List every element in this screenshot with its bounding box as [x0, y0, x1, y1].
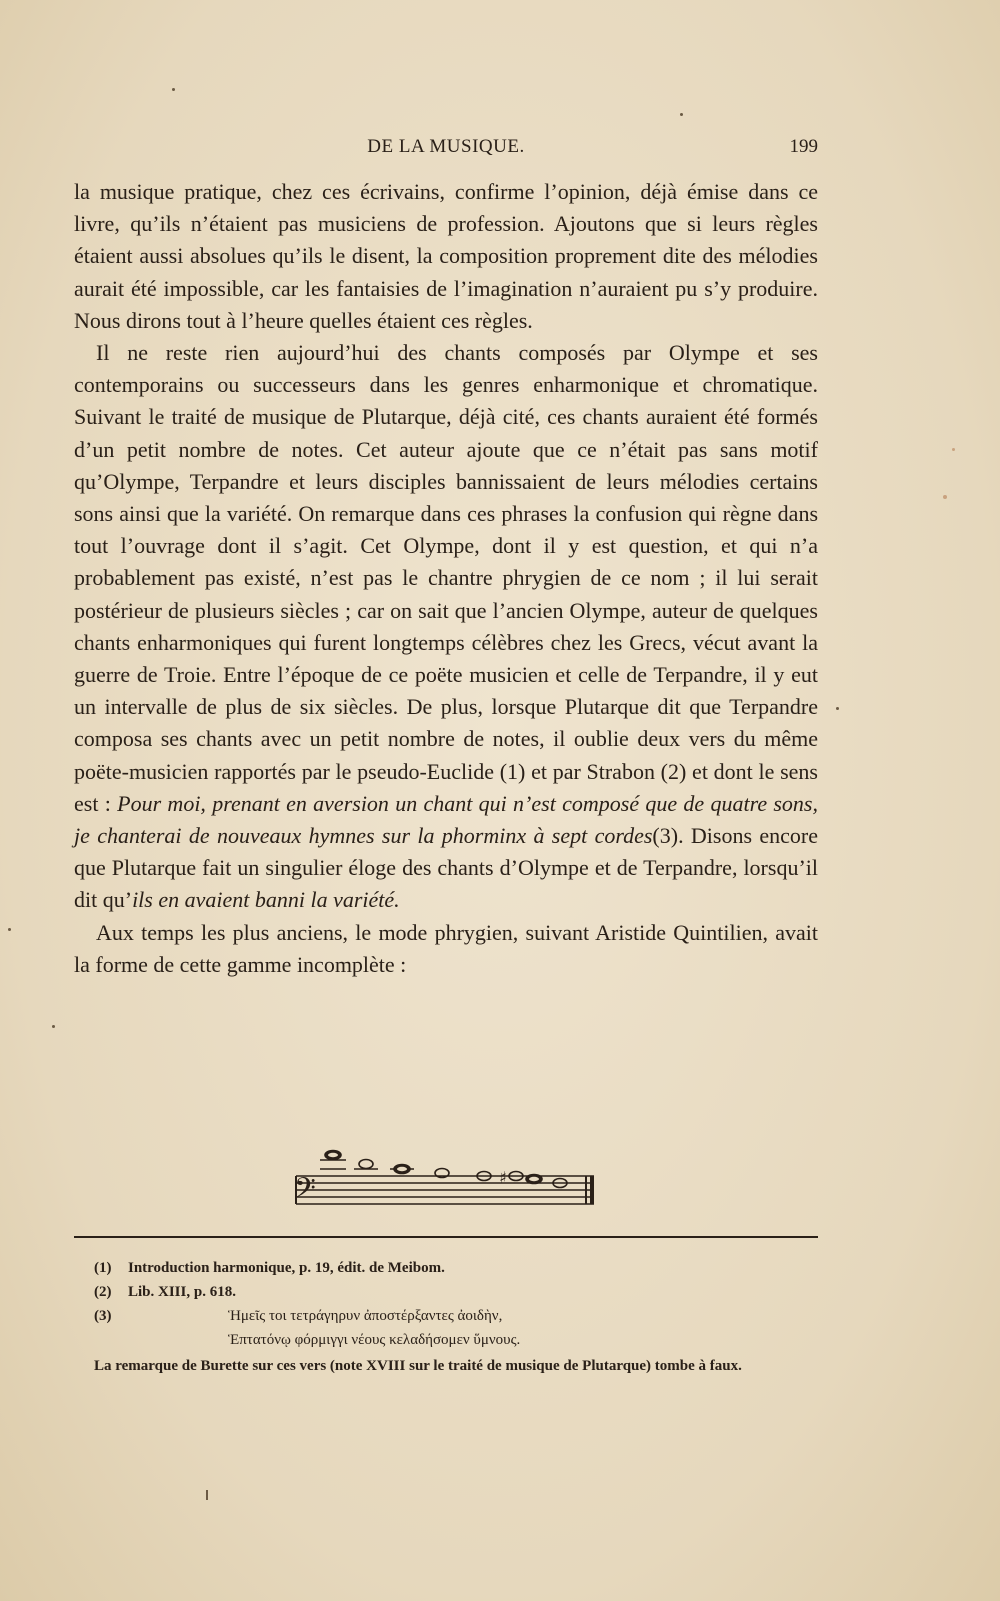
paragraph-2-continuation: (3). Disons encore que Plutarque fait un singulier éloge des chants d’Olympe et de Terpandre, lorsqu’il dit qu’	[74, 823, 818, 913]
footnote-1	[94, 1256, 818, 1280]
footnote-1-text: Introduction harmonique, p. 19, édit. de Meibom.	[128, 1260, 445, 1276]
footnote-rule	[74, 1236, 818, 1238]
body-text	[74, 176, 818, 981]
paragraph-2	[74, 337, 818, 917]
footnote-3-greek-line-2: Ἑπτατόνῳ φόρμιγγι νέους κελαδήσομεν ὕμνους.	[228, 1332, 521, 1348]
page-number: 199	[789, 136, 818, 157]
svg-text:𝄢: 𝄢	[294, 1172, 316, 1210]
paragraph-3: Aux temps les plus anciens, le mode phrygien, suivant Aristide Quintilien, avait la forme de cette gamme incomplète :	[74, 919, 818, 977]
footnote-3-number: (3)	[94, 1308, 112, 1324]
paragraph-1: la musique pratique, chez ces écrivains, confirme l’opinion, déjà émise dans ce livre, qu’ils n’étaient pas musiciens de profession. Ajoutons que si leurs règles étaient aussi absolues qu’ils le disent, la composition proprement dite des mélodies aurait été impossible, car les fantaisies de l’imagination n’auraient pu s’y produire. Nous dirons tout à l’heure quelles étaient ces règles.	[74, 179, 818, 333]
note-heads	[320, 1151, 567, 1188]
footnote-2-text: Lib. XIII, p. 618.	[128, 1284, 236, 1300]
music-staff	[290, 1130, 610, 1210]
footnote-2-number: (2)	[94, 1284, 112, 1300]
running-title: DE LA MUSIQUE.	[367, 136, 525, 157]
paragraph-2-text: Il ne reste rien aujourd’hui des chants composés par Olympe et ses contemporains ou successeurs dans les genres enharmonique et chromatique. Suivant le traité de musique de Plutarque, déjà cité, ces chants auraient été formés d’un petit nombre de notes. Cet auteur ajoute que ce n’était pas sans motif qu’Olympe, Terpandre et leurs disciples bannissaient de leurs mélodies certains sons ainsi que la variété. On remarque dans ces phrases la confusion qui règne dans tout l’ouvrage dont il s’agit. Cet Olympe, dont il y est question, et qui n’a probablement pas existé, n’est pas le chantre phrygien de ce nom ; il lui serait postérieur de plusieurs siècles ; car on sait que l’ancien Olympe, auteur de quelques chants enharmoniques qui furent longtemps célèbres chez les Grecs, vécut avant la guerre de Troie. Entre l’époque de ce poëte musicien et celle de Terpandre, il y eut un intervalle de plus de six siècles. De plus, lorsque Plutarque dit que Terpandre composa ses chants avec un petit nombre de notes, il oublie deux vers du même poëte-musicien rapportés par le pseudo-Euclide (1) et par Strabon (2) et dont le sens est :	[74, 340, 818, 816]
paragraph-2-quote: Pour moi, prenant en aversion un chant qui n’est composé que de quatre sons, je chanterai de nouveaux hymnes sur la phorminx à sept cordes	[74, 790, 818, 849]
page-header	[74, 136, 818, 166]
footnote-remark: La remarque de Burette sur ces vers (note XVIII sur le traité de musique de Plutarque) tombe à faux.	[94, 1358, 742, 1374]
svg-text:♯: ♯	[499, 1168, 507, 1187]
paragraph-2-quote-2: ils en avaient banni la variété.	[132, 887, 400, 913]
footnote-3-greek-line-1: Ἡμεῖς τοι τετράγηρυν ἀποστέρξαντες ἀοιδὴν,	[228, 1308, 503, 1324]
music-staff-svg	[290, 1130, 610, 1210]
footnote-2	[94, 1280, 818, 1304]
bass-clef-icon	[294, 1172, 316, 1210]
footnotes	[94, 1256, 818, 1378]
footnote-3	[94, 1304, 818, 1328]
footnote-1-number: (1)	[94, 1260, 112, 1276]
